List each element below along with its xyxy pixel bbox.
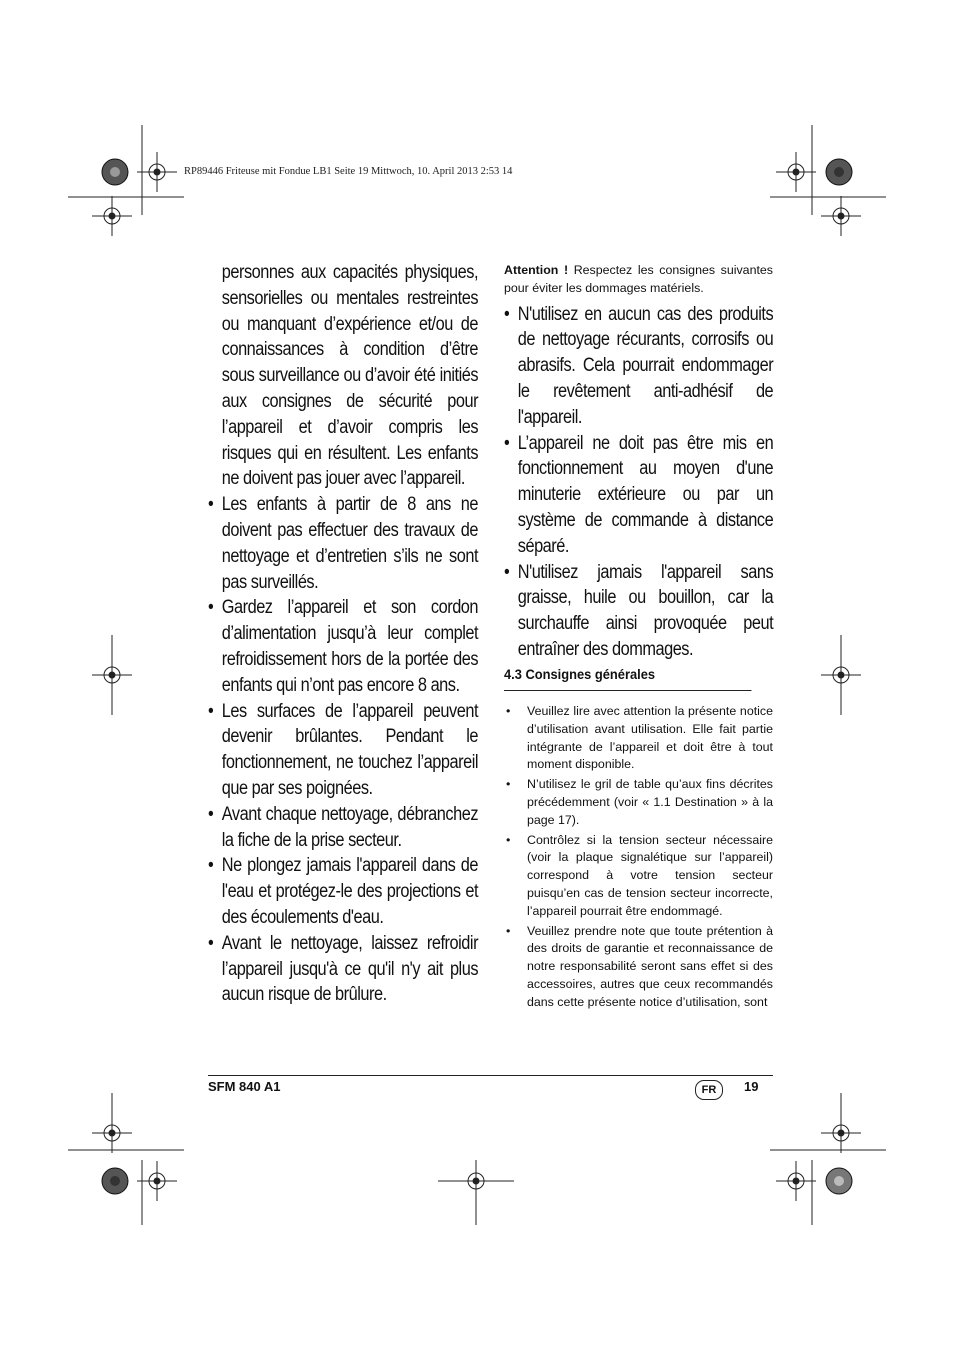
list-item: • Veuillez lire avec attention la présente notice d’utilisation avant utilisation. Elle fait partie intégrante de l’appareil et doit être à tout moment disponible.: [506, 704, 773, 772]
attention-label: Attention !: [504, 263, 569, 277]
left-column: [208, 260, 478, 1008]
list-item: • Gardez l’appareil et son cordon d’alimentation jusqu’à leur complet refroidissement hors de la portée des enfants qui n’ont pas encore 8 ans.: [208, 597, 479, 696]
list-item: • Les enfants à partir de 8 ans ne doivent pas effectuer des travaux de nettoyage et d’entretien s’ils ne sont pas surveillés.: [208, 494, 479, 593]
left-column-text: [208, 260, 478, 1008]
attention-note: Attention ! Respectez les consignes suivantes pour éviter les dommages matériels.: [504, 263, 773, 295]
footer-divider: [208, 1075, 773, 1076]
list-item: • Veuillez prendre note que toute prétention à des droits de garantie et reconnaissance de notre responsabilité seront sans effet si des accessoires, autres que ceux recommandés dans cette présente notice d’utilisation, sont: [506, 923, 773, 1009]
list-item: • Les surfaces de l’appareil peuvent devenir brûlantes. Pendant le fonctionnement, ne touchez l’appareil que par ses poignées.: [208, 700, 479, 799]
page-number: 19: [744, 1079, 759, 1094]
list-item: • Avant chaque nettoyage, débranchez la fiche de la prise secteur.: [208, 803, 479, 851]
list-item: • Ne plongez jamais l'appareil dans de l'eau et protégez-le des projections et des écoulements d'eau.: [208, 855, 479, 928]
language-badge: FR: [695, 1080, 723, 1100]
print-slug: RP89446 Friteuse mit Fondue LB1 Seite 19 Mittwoch, 10. April 2013 2:53 14: [184, 166, 513, 177]
list-item: • N’utilisez le gril de table qu’aux fins décrites précédemment (voir « 1.1 Destination » à la page 17).: [506, 777, 773, 827]
right-column: [504, 262, 773, 663]
right-column-text: [504, 302, 773, 663]
footer-model: SFM 840 A1: [208, 1079, 281, 1094]
list-item: • L’appareil ne doit pas être mis en fonctionnement au moyen d'une minuterie extérieure ou par un système de commande à distance séparé.: [504, 432, 774, 557]
general-instructions-list: [504, 703, 773, 1014]
section-heading: 4.3 Consignes générales: [504, 664, 751, 691]
list-item: • Contrôlez si la tension secteur nécessaire (voir la plaque signalétique sur l’appareil) correspond à votre tension secteur puisqu’en cas de tension secteur incorrecte, l’appareil pourrait être endommagé.: [506, 832, 773, 918]
list-item: • N'utilisez jamais l'appareil sans graisse, huile ou bouillon, car la surchauffe ainsi provoquée peut entraîner des dommages.: [504, 561, 774, 660]
list-item: • N'utilisez en aucun cas des produits de nettoyage récurants, corrosifs ou abrasifs. Cela pourrait endommager le revêtement anti-adhésif de l'appareil.: [504, 303, 774, 428]
intro-paragraph: personnes aux capacités physiques, sensorielles ou mentales restreintes ou manquant d’expérience et/ou de connaissances à condition d’être sous surveillance ou d’avoir été initiés aux consignes de sécurité pour l’appareil et d’avoir compris les risques qui en résultent. Les enfants ne doivent pas jouer avec l’appareil.: [221, 262, 479, 490]
list-item: • Avant le nettoyage, laissez refroidir l’appareil jusqu'à ce qu'il n'y ait plus aucun risque de brûlure.: [208, 932, 479, 1006]
